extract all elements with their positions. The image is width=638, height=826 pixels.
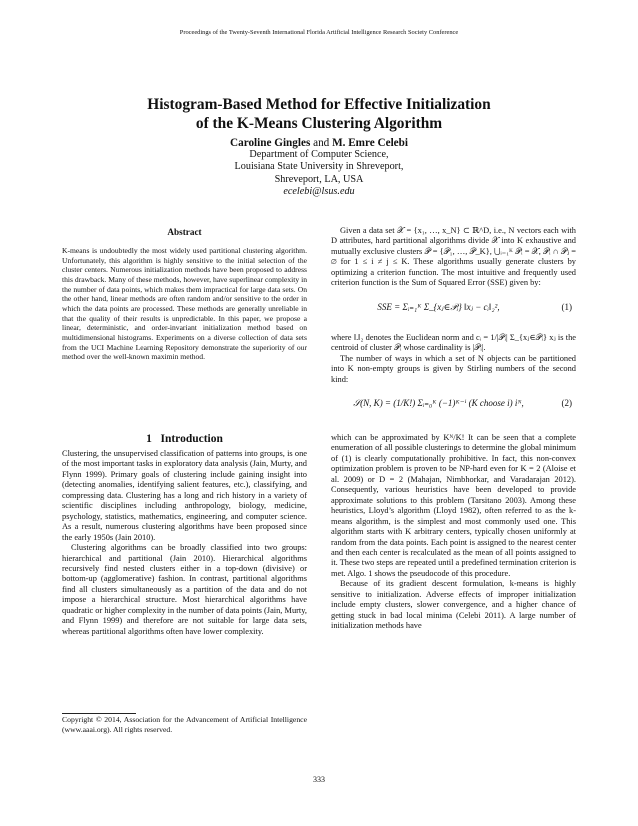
body-paragraph: The number of ways in which a set of N objects can be partitioned into K non-empty groups is given by Stirling numbers of the second kind: [331,353,576,384]
title-line-1: Histogram-Based Method for Effective Initialization [147,96,491,113]
affiliation [0,149,638,199]
page-number: 333 [313,775,325,784]
section-title: Introduction [160,433,223,445]
equation-stirling [331,387,576,431]
equation-body: 𝒮(N, K) = (1/K!) Σᵢ₌₀ᴷ (−1)ᴷ⁻ⁱ (K choose i) iᴺ, [353,397,524,408]
equation-number: (1) [561,301,572,312]
affiliation-line: Shreveport, LA, USA [274,173,364,185]
paper-title [0,96,638,133]
author-list [0,137,638,149]
footnote-rule [62,713,136,714]
body-paragraph: Clustering, the unsupervised classification of patterns into groups, is one of the most important tasks in exploratory data analysis (Jain, Murty, and Flynn 1999). Primary goals of clustering include gaining insight into (detecting anomalies, identifying salient features, etc.), classifying, and compressing data. Clustering has a long and rich history in a variety of scientific disciplines including anthropology, biology, medicine, psychology, statistics, mathematics, engineering, and computer science. As a result, numerous clustering algorithms have been proposed since the early 1950s (Jain 2010). [62,449,307,542]
body-paragraph: where ‖.‖₂ denotes the Euclidean norm and cᵢ = 1/|𝒫ᵢ| Σ_{xⱼ∈𝒫ᵢ} xⱼ is the centroid of cluster 𝒫ᵢ whose cardinality is |𝒫ᵢ|. [331,332,576,353]
right-column-text [331,226,576,632]
body-paragraph: Because of its gradient descent formulation, k-means is highly sensitive to initialization. Adverse effects of improper initialization include empty clusters, slower convergence, and a higher chance of getting stuck in bad local minima (Celebi 2011). A large number of initialization methods have [331,579,576,631]
equation-sse [331,291,576,331]
body-paragraph: Clustering algorithms can be broadly classified into two groups: hierarchical and partitional (Jain 2010). Hierarchical algorithms recursively find nested clusters either in a top-down (divisive) or bottom-up (agglomerative) fashion. In contrast, partitional algorithms find all clusters simultaneously as a partition of the data and do not impose a hierarchical structure. Most hierarchical algorithms have quadratic or higher complexity in the number of data points (Jain, Murty, and Flynn 1999) and therefore are not suitable for large data sets, whereas partitional algorithms often have lower complexity. [62,543,307,636]
equation-number: (2) [561,397,572,408]
introduction-text [62,449,307,637]
author-name: M. Emre Celebi [332,137,408,149]
abstract-heading: Abstract [167,227,202,237]
section-number: 1 [146,433,152,445]
affiliation-line: Department of Computer Science, [249,149,389,160]
abstract-paragraph: K-means is undoubtedly the most widely used partitional clustering algorithm. Unfortunately, this algorithm is highly sensitive to the initial selection of the cluster centers. Numerous initialization methods have been proposed to address this drawback. Many of these methods, however, have superlinear complexity in the number of data points, which makes them impractical for large data sets. On the other hand, linear methods are often random and/or sensitive to the order in which the data points are processed. These methods are generally unreliable in that the quality of their results is unpredictable. In this paper, we propose a linear, deterministic, and order-invariant initialization method based on multidimensional histograms. Experiments on a diverse collection of data sets from the UCI Machine Learning Repository demonstrate the superiority of our method over the well-known maximin method. [62,246,307,362]
running-head: Proceedings of the Twenty-Seventh International Florida Artificial Intelligence Research Society Conference [179,29,459,36]
affiliation-line: Louisiana State University in Shreveport, [234,161,404,173]
author-email: ecelebi@lsus.edu [283,186,355,198]
abstract-text [62,246,307,362]
equation-body: SSE = Σᵢ₌₁ᴷ Σ_{xⱼ∈𝒫ᵢ} ‖xⱼ − cᵢ‖₂², [377,301,500,312]
body-paragraph: which can be approximated by Kᴺ/K! It can be seen that a complete enumeration of all possible clusterings to determine the global minimum of (1) is clearly computationally prohibitive. In fact, this non-convex optimization problem is proven to be NP-hard even for K = 2 (Aloise et al. 2009) or D = 2 (Mahajan, Nimbhorkar, and Varadarajan 2012). Consequently, various heuristics have been developed to provide approximate solutions to this problem (Tarsitano 2003). Among these heuristics, Lloyd’s algorithm (Lloyd 1982), often referred to as the k-means algorithm, is the simplest and most commonly used one. This algorithm starts with K arbitrary centers, typically chosen uniformly at random from the data points. Each point is assigned to the nearest center and then each center is recalculated as the mean of all points assigned to it. These two steps are repeated until a predefined termination criterion is met. Algo. 1 shows the pseudocode of this procedure. [331,432,576,578]
author-separator: and [313,137,330,149]
section-heading [62,433,307,445]
copyright-notice: Copyright © 2014, Association for the Advancement of Artificial Intelligence (www.aaai.org). All rights reserved. [62,715,307,734]
title-line-2: of the K-Means Clustering Algorithm [195,114,443,132]
title-block [0,96,638,199]
author-name: Caroline Gingles [230,137,311,149]
body-paragraph: Given a data set 𝒳 = {x₁, …, x_N} ⊂ ℝ^D, i.e., N vectors each with D attributes, hard partitional algorithms divide 𝒳 into K exhaustive and mutually exclusive clusters 𝒫 = {𝒫₁, …, 𝒫_K}, ⋃ᵢ₌₁ᴷ 𝒫ᵢ = 𝒳, 𝒫ᵢ ∩ 𝒫ⱼ = ∅ for 1 ≤ i ≠ j ≤ K. These algorithms usually generate clusters by optimizing a criterion function. The most intuitive and frequently used criterion function is the Sum of Squared Error (SSE) given by: [331,226,576,288]
